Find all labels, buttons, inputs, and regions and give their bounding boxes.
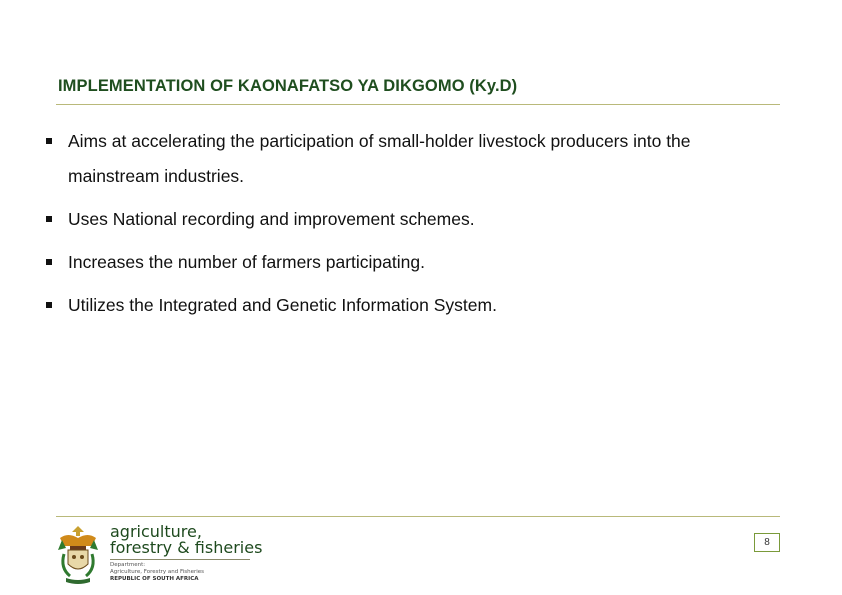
page-number: 8 [754, 533, 780, 552]
logo-department-label: Department: [110, 562, 146, 568]
bullet-text: Uses National recording and improvement schemes. [68, 209, 475, 229]
bullet-text: Increases the number of farmers participating. [68, 252, 425, 272]
square-bullet-icon [46, 138, 52, 144]
bullet-item [46, 202, 826, 237]
coat-of-arms-icon [56, 524, 100, 586]
bullet-list [46, 124, 826, 323]
logo-divider [110, 559, 250, 560]
logo-country: REPUBLIC OF SOUTH AFRICA [110, 576, 199, 582]
title-divider [56, 104, 780, 105]
footer-divider [56, 516, 780, 517]
square-bullet-icon [46, 216, 52, 222]
logo-name-line2: forestry & fisheries [110, 538, 263, 557]
bullet-text: Aims at accelerating the participation of small-holder livestock producers into the [68, 131, 691, 151]
bullet-text-continued: mainstream industries. [68, 166, 245, 186]
bullet-text: Utilizes the Integrated and Genetic Information System. [68, 295, 497, 315]
bullet-item [46, 124, 826, 194]
square-bullet-icon [46, 259, 52, 265]
logo-name-line1: agriculture, [110, 522, 202, 541]
bullet-item [46, 245, 826, 280]
slide-title: IMPLEMENTATION OF KAONAFATSO YA DIKGOMO (Ky.D) [58, 77, 518, 95]
square-bullet-icon [46, 302, 52, 308]
bullet-item [46, 288, 826, 323]
department-logo [56, 522, 276, 588]
logo-department-name: Agriculture, Forestry and Fisheries [110, 569, 205, 575]
